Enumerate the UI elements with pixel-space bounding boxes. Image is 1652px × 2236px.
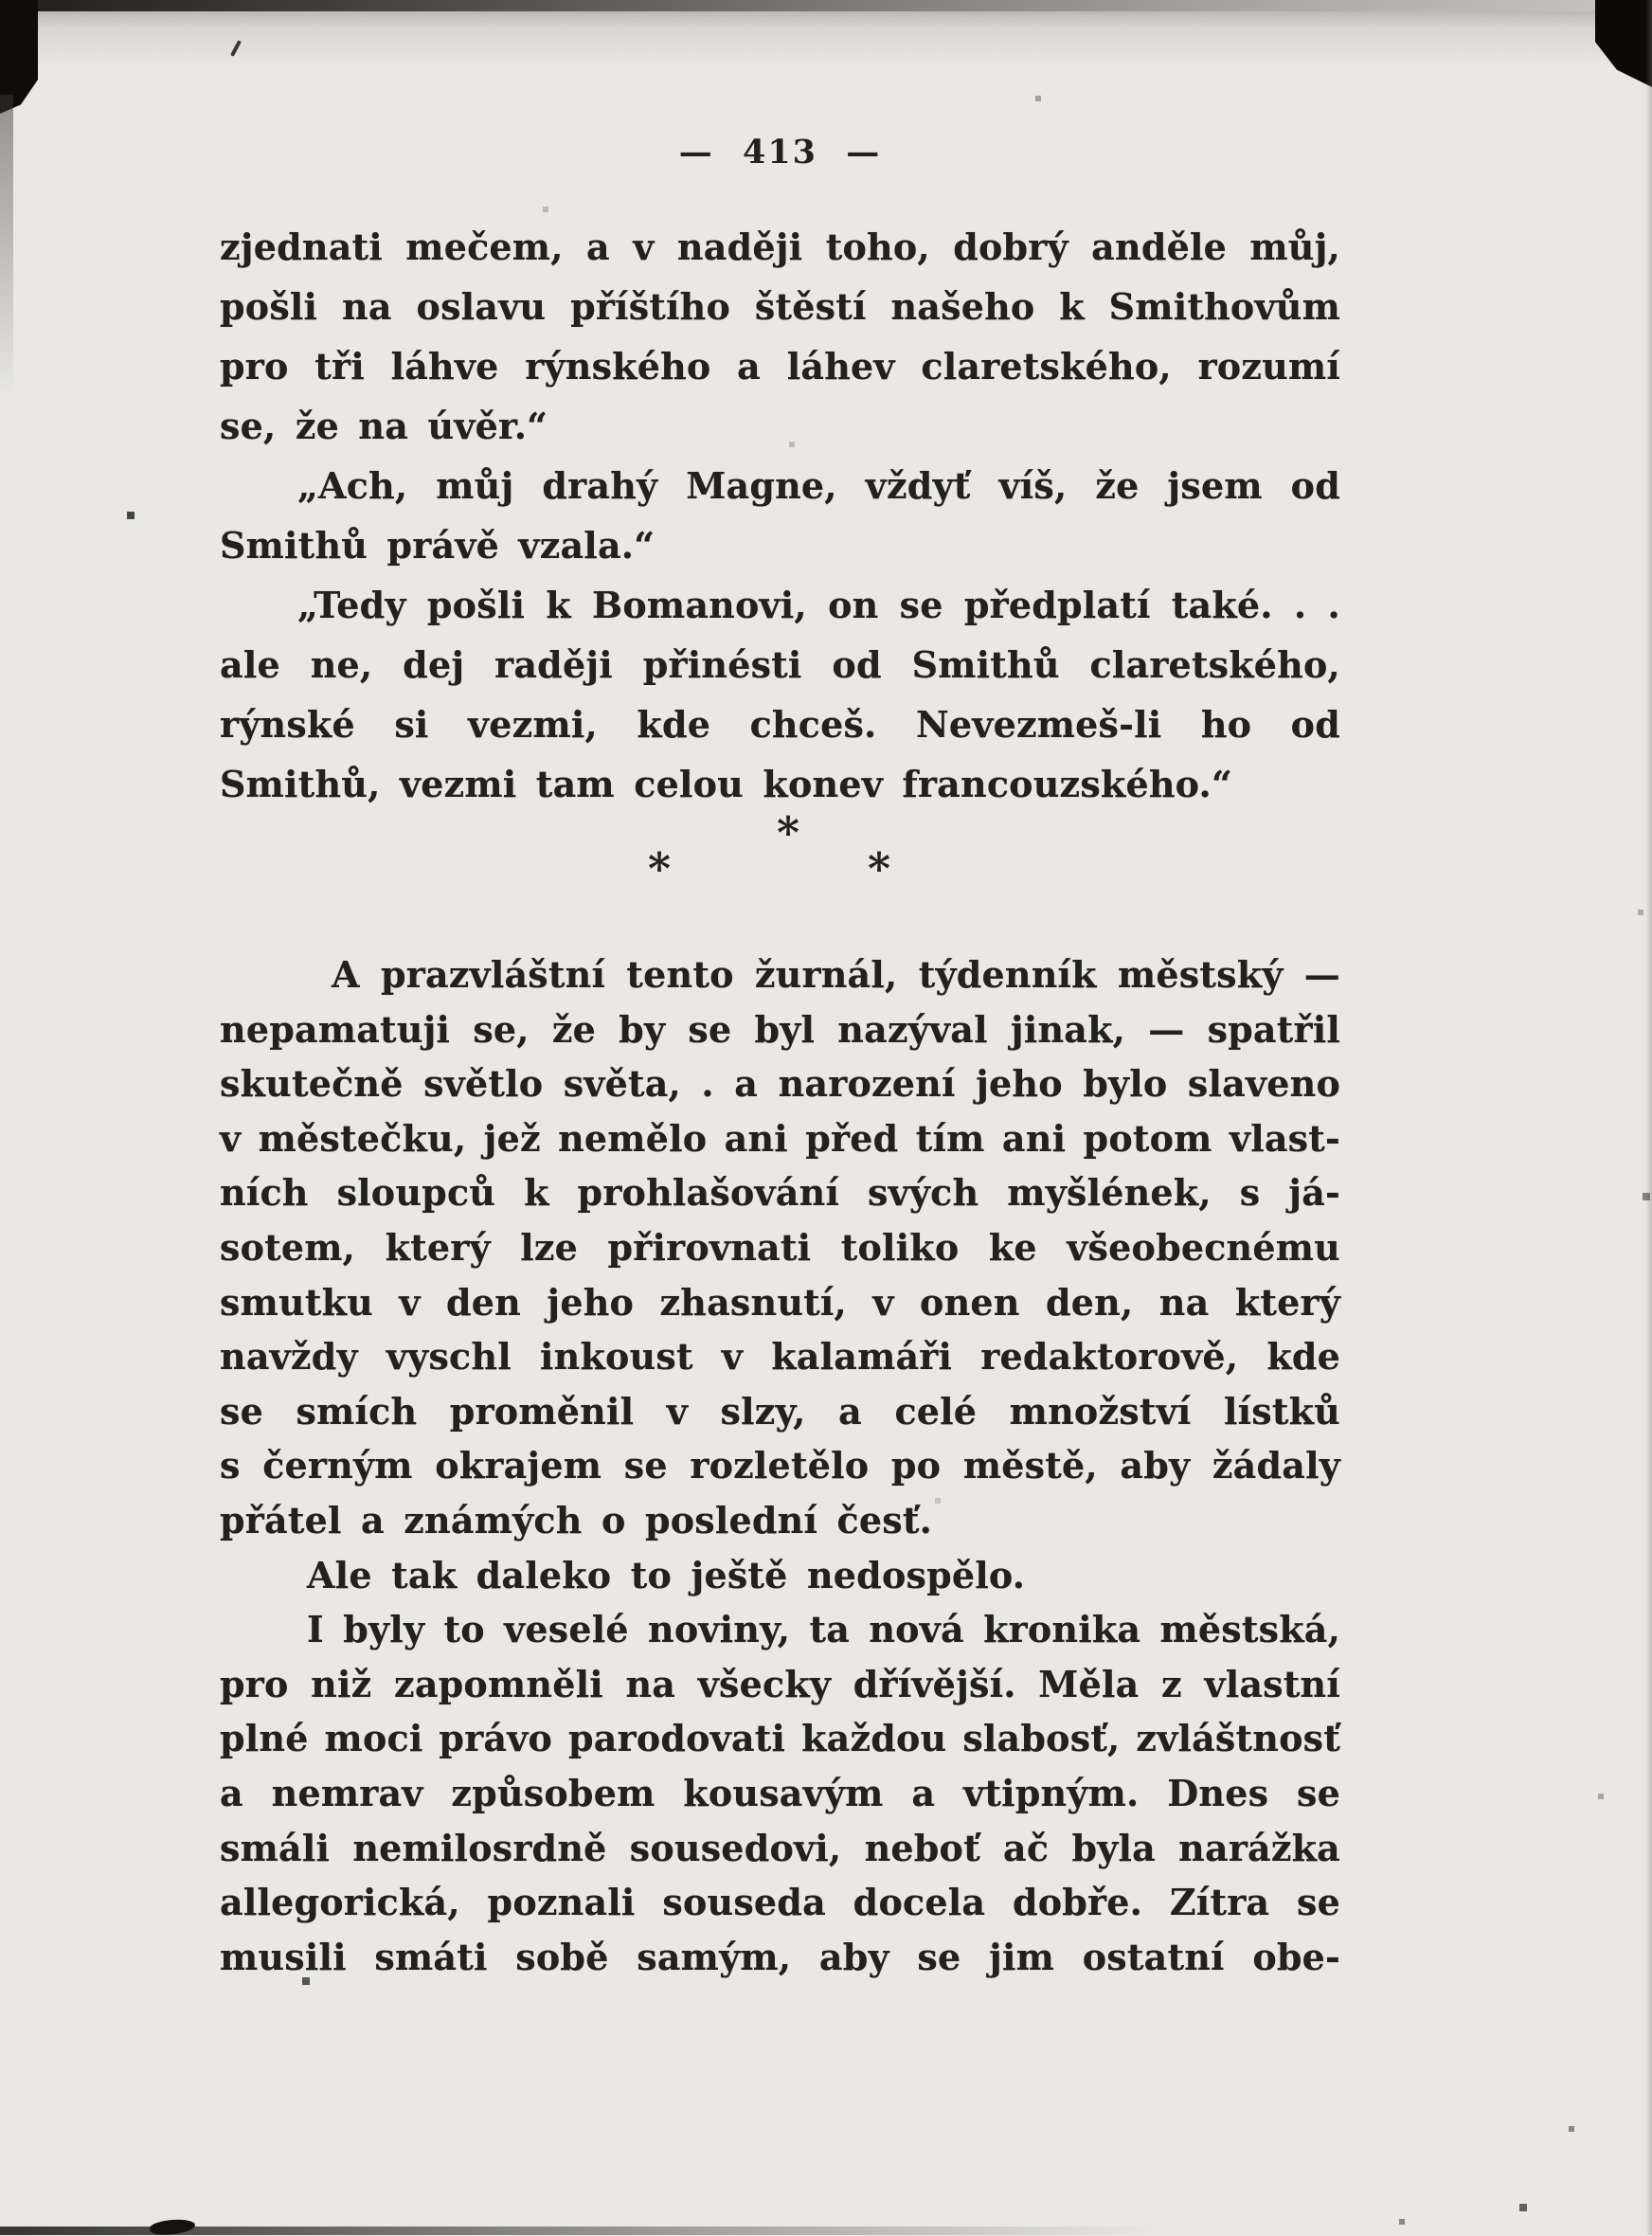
- text-line: Smithů právě vzala.“: [220, 524, 655, 567]
- text-line: A prazvláštní tento žurnál, týdenník městský —: [332, 953, 1340, 996]
- scan-edge-top: [0, 0, 1652, 11]
- scan-edge-left: [0, 95, 13, 398]
- text-line: ních sloupců k prohlašování svých myšlének, s já-: [220, 1171, 1340, 1215]
- text-line: I byly to veselé noviny, ta nová kronika městská,: [307, 1608, 1340, 1651]
- scan-corner-top-right: [1595, 0, 1652, 87]
- text-line: s černým okrajem se rozletělo po městě, aby žádaly: [220, 1444, 1340, 1488]
- text-line: navždy vyschl inkoust v kalamáři redaktorově, kde: [220, 1335, 1340, 1379]
- text-line: rýnské si vezmi, kde chceš. Nevezmeš-li ho od: [220, 703, 1340, 746]
- asterisk: *: [648, 843, 672, 894]
- text-line: zjednati mečem, a v naději toho, dobrý anděle můj,: [220, 225, 1340, 268]
- text-line: v městečku, jež nemělo ani před tím ani potom vlast-: [220, 1116, 1340, 1160]
- text-line: skutečně světlo světa, . a narození jeho bylo slaveno: [220, 1062, 1340, 1106]
- text-line: se, že na úvěr.“: [220, 405, 548, 447]
- text-line: smáli nemilosrdně sousedovi, neboť ač byla narážka: [220, 1826, 1340, 1869]
- text-line: nepamatuji se, že by se byl nazýval jinak, — spatřil: [220, 1007, 1340, 1051]
- text-line: pro niž zapomněli na všecky dřívější. Měla z vlastní: [220, 1662, 1340, 1705]
- text-line: pro tři láhve rýnského a láhev claretského, rozumí: [220, 345, 1340, 388]
- asterisk: *: [868, 843, 891, 894]
- text-line: přátel a známých o poslední česť.: [220, 1498, 933, 1542]
- scan-speck-dots: [0, 0, 2, 2]
- scan-edge-right: [1645, 0, 1652, 2235]
- text-line: sotem, který lze přirovnati toliko ke všeobecnému: [220, 1225, 1340, 1269]
- text-line: „Ach, můj drahý Magne, vždyť víš, že jsem od: [297, 464, 1340, 507]
- text-line: a nemrav způsobem kousavým a vtipným. Dnes se: [220, 1771, 1340, 1814]
- page-number: — 413 —: [678, 133, 882, 171]
- text-line: se smích proměnil v slzy, a celé množství lístků: [220, 1389, 1340, 1433]
- text-line: musili smáti sobě samým, aby se jim ostatní obe-: [220, 1935, 1340, 1978]
- text-line: ale ne, dej raději přinésti od Smithů claretského,: [220, 643, 1340, 686]
- text-line: „Tedy pošli k Bomanovi, on se předplatí také. . .: [297, 584, 1340, 626]
- text-line: smutku v den jeho zhasnutí, v onen den, na který: [220, 1280, 1340, 1324]
- paragraph-dialog: [220, 225, 1340, 822]
- text-line: allegorická, poznali souseda docela dobře. Zítra se: [220, 1881, 1340, 1924]
- text-line: Ale tak daleko to ještě nedospělo.: [307, 1553, 1026, 1596]
- section-separator: [220, 809, 1340, 915]
- paragraph-narrative: [220, 953, 1340, 1990]
- asterisk: *: [777, 807, 800, 858]
- text-line: pošli na oslavu příštího štěstí našeho k Smithovům: [220, 285, 1340, 328]
- text-line: plné moci právo parodovati každou slabosť, zvláštnosť: [220, 1717, 1340, 1760]
- text-line: Smithů, vezmi tam celou konev francouzského.“: [220, 763, 1233, 805]
